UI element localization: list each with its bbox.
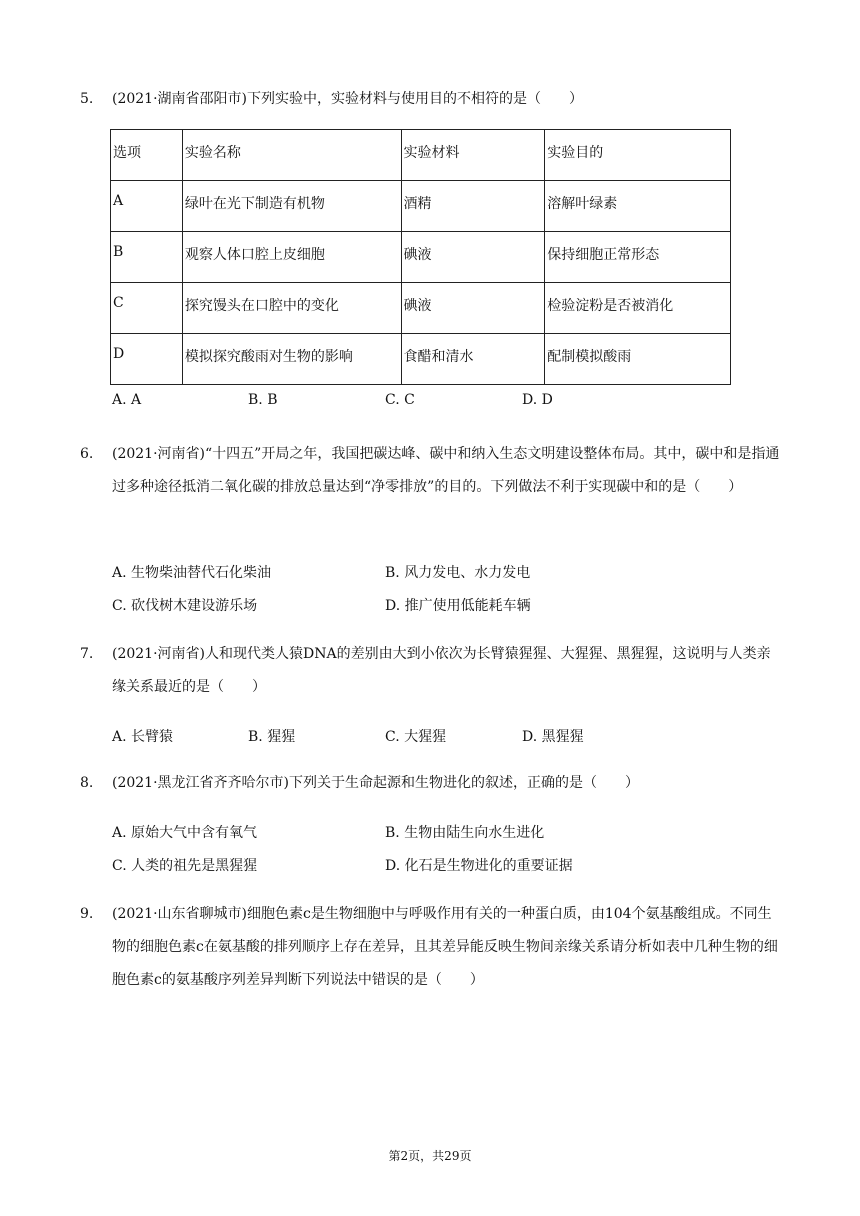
option-c[interactable]: C. 大猩猩 [385, 729, 447, 745]
option-a[interactable]: A. 生物柴油替代石化柴油 [112, 565, 272, 581]
option-a[interactable]: A. A [112, 392, 142, 408]
table-header-cell: 实验名称 [182, 130, 401, 181]
table-row [111, 283, 731, 334]
option-d[interactable]: D. 化石是生物进化的重要证据 [385, 858, 573, 874]
question-text: (2021·河南省)人和现代类人猿DNA的差别由大到小依次为长臂猿猩猩、大猩猩、黑猩猩，这说明与人类亲缘关系最近的是（ ） [112, 646, 771, 695]
table-cell: D [111, 334, 183, 385]
table-row [111, 181, 731, 232]
option-d[interactable]: D. 推广使用低能耗车辆 [385, 598, 531, 614]
table-cell: 探究馒头在口腔中的变化 [182, 283, 401, 334]
table-cell: A [111, 181, 183, 232]
question-text: (2021·湖南省邵阳市)下列实验中，实验材料与使用目的不相符的是（ ） [112, 91, 584, 107]
option-c[interactable]: C. 人类的祖先是黑猩猩 [112, 858, 258, 874]
question-6 [80, 438, 780, 504]
table-cell: B [111, 232, 183, 283]
question-text: (2021·河南省)“十四五”开局之年，我国把碳达峰、碳中和纳入生态文明建设整体布局。其中，碳中和是指通过多种途径抵消二氧化碳的排放总量达到“净零排放”的目的。下列做法不利于实现碳中和的是（ ） [112, 446, 780, 495]
option-b[interactable]: B. B [248, 392, 278, 408]
table-cell: 检验淀粉是否被消化 [545, 283, 731, 334]
table-row [111, 232, 731, 283]
question-5 [80, 83, 780, 116]
table-cell: 保持细胞正常形态 [545, 232, 731, 283]
option-b[interactable]: B. 猩猩 [248, 729, 296, 745]
table-header-cell: 实验材料 [401, 130, 545, 181]
option-c[interactable]: C. 砍伐树木建设游乐场 [112, 598, 258, 614]
table-cell: 模拟探究酸雨对生物的影响 [182, 334, 401, 385]
question-text: (2021·黑龙江省齐齐哈尔市)下列关于生命起源和生物进化的叙述，正确的是（ ） [112, 775, 640, 791]
table-cell: 观察人体口腔上皮细胞 [182, 232, 401, 283]
page-footer: 第2页，共29页 [388, 1149, 472, 1163]
question-number: 7. [80, 646, 94, 662]
option-d[interactable]: D. 黑猩猩 [522, 729, 584, 745]
table-cell: 溶解叶绿素 [545, 181, 731, 232]
option-b[interactable]: B. 风力发电、水力发电 [385, 565, 531, 581]
table-cell: 配制模拟酸雨 [545, 334, 731, 385]
table-header-cell: 选项 [111, 130, 183, 181]
question-text: (2021·山东省聊城市)细胞色素c是生物细胞中与呼吸作用有关的一种蛋白质，由104个氨基酸组成。不同生物的细胞色素c在氨基酸的排列顺序上存在差异，且其差异能反映生物间亲缘关系请分析如表中几种生物的细胞色素c的氨基酸序列差异判断下列说法中错误的是（ ） [112, 906, 778, 988]
table-cell: 碘液 [401, 283, 545, 334]
question-9 [80, 898, 780, 997]
question-number: 9. [80, 906, 94, 922]
option-a[interactable]: A. 长臂猿 [112, 729, 174, 745]
table-header-row [111, 130, 731, 181]
table-cell: 绿叶在光下制造有机物 [182, 181, 401, 232]
table-cell: 食醋和清水 [401, 334, 545, 385]
question-8 [80, 767, 780, 800]
table-header-cell: 实验目的 [545, 130, 731, 181]
option-d[interactable]: D. D [522, 392, 553, 408]
question-number: 6. [80, 446, 94, 462]
option-a[interactable]: A. 原始大气中含有氧气 [112, 825, 258, 841]
table-cell: C [111, 283, 183, 334]
question-number: 8. [80, 775, 94, 791]
table-cell: 酒精 [401, 181, 545, 232]
option-c[interactable]: C. C [385, 392, 415, 408]
option-b[interactable]: B. 生物由陆生向水生进化 [385, 825, 545, 841]
experiment-table [110, 129, 731, 385]
table-cell: 碘液 [401, 232, 545, 283]
question-7 [80, 638, 780, 704]
table-row [111, 334, 731, 385]
question-number: 5. [80, 91, 94, 107]
